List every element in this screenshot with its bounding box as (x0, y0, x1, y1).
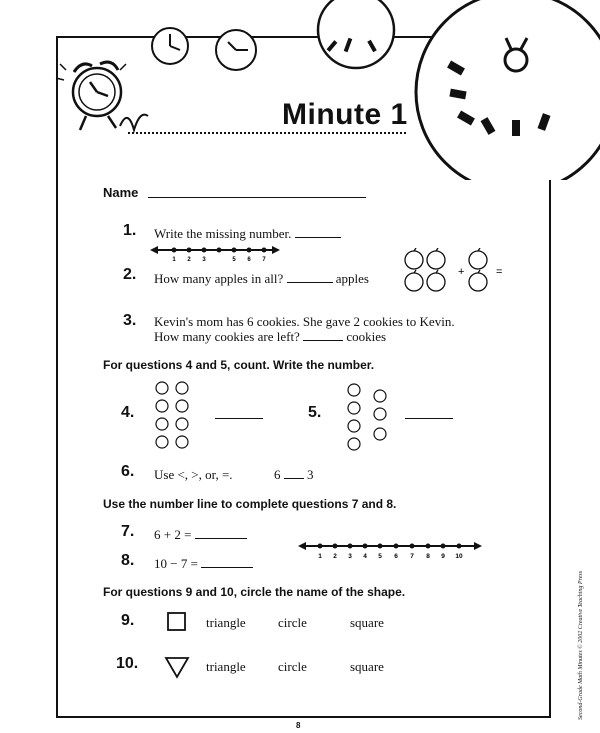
question-number: 8. (121, 552, 135, 569)
number-line-2 (298, 539, 482, 561)
apple-icon (405, 248, 423, 269)
counting-apples-group (342, 380, 394, 454)
tick-label: 6 (247, 257, 251, 263)
small-clock-icon (152, 28, 188, 64)
answer-blank[interactable] (195, 538, 247, 539)
apple-icon (427, 270, 445, 291)
tick-label: 5 (378, 553, 382, 560)
square-shape-icon (166, 611, 188, 633)
question-number: 1. (123, 222, 137, 239)
question-number: 10. (116, 655, 139, 672)
option-triangle[interactable]: triangle (206, 659, 246, 674)
clock-illustrations (0, 0, 600, 180)
option-square[interactable]: square (350, 659, 384, 674)
large-clock-icon (416, 0, 600, 180)
tick-label: 1 (318, 553, 322, 560)
instruction-text: Use the number line to complete questions 7 and 8. (103, 497, 397, 511)
page-title: Minute 1 (282, 98, 408, 131)
question-number: 9. (121, 612, 135, 629)
triangle-shape-icon (164, 656, 190, 680)
apple-icon (427, 248, 445, 269)
alarm-clock-mascot-icon (56, 62, 148, 130)
title-dotted-rule (128, 132, 406, 134)
answer-blank[interactable] (303, 340, 343, 341)
tick-label: 10 (455, 553, 463, 560)
question-text: Write the missing number. (154, 226, 341, 242)
tick-label: 6 (394, 553, 398, 560)
instruction-text: For questions 9 and 10, circle the name of the shape. (103, 585, 406, 599)
question-text: How many apples in all? apples (154, 271, 369, 286)
apples-equation (402, 248, 512, 296)
tick-label: 2 (187, 257, 191, 263)
answer-blank[interactable] (405, 418, 453, 419)
question-number: 4. (121, 404, 135, 421)
name-field[interactable] (148, 197, 366, 198)
option-square[interactable]: square (350, 615, 384, 630)
apple-icon (469, 270, 487, 291)
question-number: 3. (123, 312, 137, 329)
question-number: 6. (121, 463, 135, 480)
tick-label: 1 (172, 257, 176, 263)
side-credit: Second-Grade Math Minutes © 2002 Creative Teaching Press (578, 570, 584, 720)
tick-label: 2 (333, 553, 337, 560)
answer-blank[interactable] (287, 282, 333, 283)
plus-sign: + (458, 266, 465, 278)
option-circle[interactable]: circle (278, 615, 307, 630)
question-text: 10 − 7 = (154, 556, 253, 572)
tick-label: 8 (426, 553, 430, 560)
comparison: 6 3 (274, 467, 314, 482)
tick-label: 5 (232, 257, 236, 263)
tick-label: 7 (262, 257, 266, 263)
small-clock-icon (216, 30, 256, 70)
tick-label: 9 (441, 553, 445, 560)
question-text: Kevin's mom has 6 cookies. She gave 2 cookies to Kevin. How many cookies are left? cookies (154, 314, 455, 344)
counting-apples-group (150, 378, 200, 452)
apple-icon (405, 270, 423, 291)
question-number: 5. (308, 404, 322, 421)
answer-blank[interactable] (284, 478, 304, 479)
equals-sign: = (496, 266, 503, 278)
tick-label: 3 (202, 257, 206, 263)
tick-label: 4 (363, 553, 367, 560)
medium-clock-icon (318, 0, 394, 68)
tick-label: 7 (410, 553, 414, 560)
option-circle[interactable]: circle (278, 659, 307, 674)
apple-icon (469, 248, 487, 269)
option-triangle[interactable]: triangle (206, 615, 246, 630)
answer-blank[interactable] (295, 237, 341, 238)
question-number: 7. (121, 523, 135, 540)
name-label: Name (103, 185, 139, 200)
question-text: Use <, >, or, =. (154, 467, 233, 482)
question-text: 6 + 2 = (154, 527, 247, 543)
page-number: 8 (296, 721, 301, 730)
instruction-text: For questions 4 and 5, count. Write the number. (103, 358, 375, 372)
answer-blank[interactable] (215, 418, 263, 419)
question-number: 2. (123, 266, 137, 283)
tick-label: 3 (348, 553, 352, 560)
number-line-1 (150, 244, 280, 264)
answer-blank[interactable] (201, 567, 253, 568)
